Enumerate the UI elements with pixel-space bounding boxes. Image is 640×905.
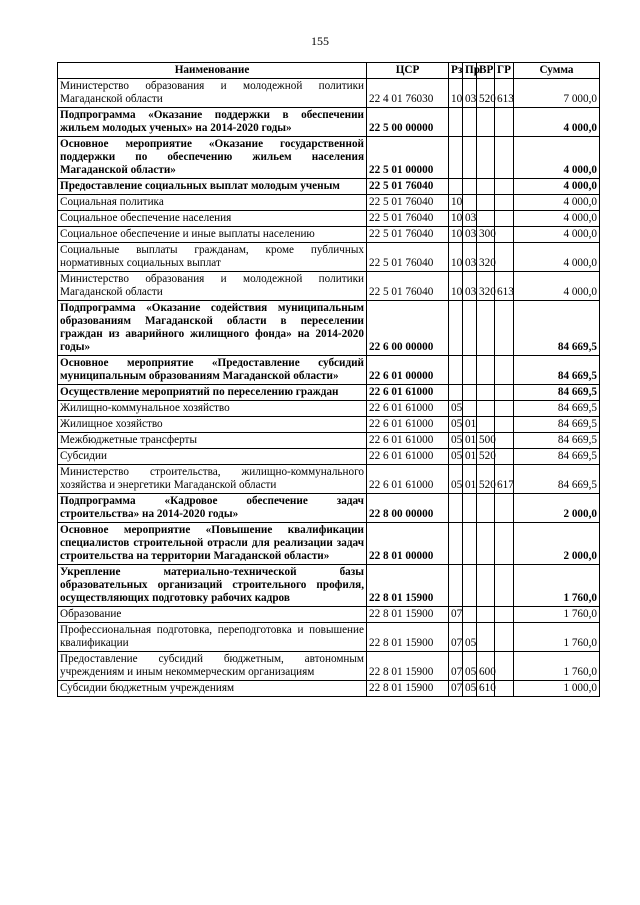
cell-sum: 84 669,5 [514,301,600,356]
cell-pr [463,108,477,137]
cell-csr: 22 8 00 00000 [367,494,449,523]
cell-csr: 22 5 01 76040 [367,195,449,211]
cell-gr [495,494,514,523]
cell-sum: 1 760,0 [514,565,600,607]
table-row [58,356,600,385]
cell-sum: 4 000,0 [514,272,600,301]
cell-vr [477,356,495,385]
cell-csr: 22 8 01 15900 [367,623,449,652]
cell-csr: 22 5 00 00000 [367,108,449,137]
table-row [58,211,600,227]
cell-pr [463,195,477,211]
cell-sum: 84 669,5 [514,449,600,465]
table-row [58,385,600,401]
cell-rz: 07 [449,607,463,623]
cell-gr [495,417,514,433]
cell-sum: 7 000,0 [514,79,600,108]
cell-vr [477,417,495,433]
cell-name: Социальное обеспечение и иные выплаты населению [58,227,367,243]
cell-gr [495,433,514,449]
table-row [58,137,600,179]
cell-gr [495,137,514,179]
cell-sum: 1 000,0 [514,681,600,697]
cell-sum: 2 000,0 [514,523,600,565]
cell-vr [477,623,495,652]
cell-rz: 07 [449,681,463,697]
cell-sum: 84 669,5 [514,385,600,401]
cell-rz [449,137,463,179]
cell-rz: 05 [449,449,463,465]
budget-table [57,62,600,697]
cell-vr [477,494,495,523]
cell-csr: 22 4 01 76030 [367,79,449,108]
cell-rz: 07 [449,652,463,681]
cell-csr: 22 6 01 61000 [367,417,449,433]
cell-pr: 03 [463,79,477,108]
cell-csr: 22 6 01 00000 [367,356,449,385]
table-row [58,523,600,565]
cell-csr: 22 8 01 15900 [367,652,449,681]
table-row [58,401,600,417]
cell-name: Жилищно-коммунальное хозяйство [58,401,367,417]
cell-csr: 22 5 01 76040 [367,179,449,195]
page-number: 155 [311,34,329,48]
cell-name: Подпрограмма «Оказание поддержки в обеспечении жильем молодых ученых» на 2014-2020 годы» [58,108,367,137]
header-vr: ВР [477,63,495,79]
cell-rz: 05 [449,433,463,449]
cell-gr [495,523,514,565]
cell-rz [449,179,463,195]
cell-rz: 10 [449,211,463,227]
cell-gr: 613 [495,272,514,301]
cell-vr [477,211,495,227]
header-name: Наименование [58,63,367,79]
cell-sum: 2 000,0 [514,494,600,523]
cell-pr: 05 [463,652,477,681]
cell-name: Социальное обеспечение населения [58,211,367,227]
cell-csr: 22 5 01 76040 [367,243,449,272]
cell-vr [477,137,495,179]
table-row [58,195,600,211]
table-row [58,179,600,195]
cell-rz: 10 [449,79,463,108]
cell-vr: 300 [477,227,495,243]
table-row [58,79,600,108]
cell-sum: 4 000,0 [514,243,600,272]
cell-rz: 07 [449,623,463,652]
cell-vr [477,301,495,356]
table-row [58,449,600,465]
cell-vr: 520 [477,465,495,494]
cell-rz: 05 [449,417,463,433]
cell-pr: 03 [463,211,477,227]
cell-vr: 520 [477,449,495,465]
cell-pr: 01 [463,417,477,433]
cell-rz [449,356,463,385]
cell-name: Предоставление субсидий бюджетным, автономным учреждениям и иным некоммерческим организациям [58,652,367,681]
cell-vr: 320 [477,243,495,272]
cell-gr [495,301,514,356]
cell-csr: 22 6 01 61000 [367,465,449,494]
cell-name: Жилищное хозяйство [58,417,367,433]
cell-pr: 03 [463,272,477,301]
cell-pr: 03 [463,227,477,243]
cell-pr [463,356,477,385]
cell-vr: 320 [477,272,495,301]
cell-pr [463,494,477,523]
cell-gr [495,449,514,465]
cell-csr: 22 5 01 76040 [367,227,449,243]
header-pr: Пр [463,63,477,79]
cell-gr [495,623,514,652]
cell-rz: 05 [449,401,463,417]
cell-gr [495,227,514,243]
cell-pr: 01 [463,433,477,449]
cell-name: Укрепление материально-технической базы образовательных организаций строительного профиля, осуществляющих подготовку рабочих кадров [58,565,367,607]
cell-pr [463,565,477,607]
cell-name: Министерство образования и молодежной политики Магаданской области [58,79,367,108]
cell-pr: 01 [463,465,477,494]
cell-name: Межбюджетные трансферты [58,433,367,449]
cell-csr: 22 6 00 00000 [367,301,449,356]
table-row [58,623,600,652]
header-sum: Сумма [514,63,600,79]
cell-vr [477,607,495,623]
table-row [58,272,600,301]
table-row [58,417,600,433]
cell-sum: 84 669,5 [514,356,600,385]
cell-pr: 03 [463,243,477,272]
table-row [58,433,600,449]
cell-gr [495,179,514,195]
cell-name: Субсидии [58,449,367,465]
cell-name: Основное мероприятие «Предоставление субсидий муниципальным образованиям Магаданской области» [58,356,367,385]
table-row [58,494,600,523]
cell-rz [449,494,463,523]
cell-pr [463,607,477,623]
cell-pr [463,401,477,417]
cell-rz [449,385,463,401]
cell-sum: 84 669,5 [514,401,600,417]
cell-vr: 520 [477,79,495,108]
cell-gr [495,211,514,227]
cell-vr [477,179,495,195]
table-row [58,607,600,623]
cell-rz [449,523,463,565]
cell-vr [477,385,495,401]
cell-gr [495,195,514,211]
cell-rz: 05 [449,465,463,494]
cell-name: Профессиональная подготовка, переподготовка и повышение квалификации [58,623,367,652]
cell-gr [495,385,514,401]
cell-gr [495,401,514,417]
cell-csr: 22 8 01 15900 [367,565,449,607]
cell-rz: 10 [449,243,463,272]
cell-vr: 600 [477,652,495,681]
table-row [58,227,600,243]
cell-gr [495,607,514,623]
cell-csr: 22 5 01 76040 [367,272,449,301]
cell-vr: 500 [477,433,495,449]
table-row [58,108,600,137]
cell-vr [477,401,495,417]
header-gr: ГР [495,63,514,79]
cell-rz: 10 [449,195,463,211]
cell-pr [463,179,477,195]
cell-sum: 1 760,0 [514,652,600,681]
cell-vr [477,108,495,137]
table-row [58,243,600,272]
cell-csr: 22 6 01 61000 [367,401,449,417]
cell-rz [449,565,463,607]
cell-name: Социальные выплаты гражданам, кроме публичных нормативных социальных выплат [58,243,367,272]
cell-rz [449,108,463,137]
cell-vr: 610 [477,681,495,697]
cell-pr [463,137,477,179]
cell-csr: 22 6 01 61000 [367,385,449,401]
cell-sum: 1 760,0 [514,623,600,652]
cell-pr: 05 [463,681,477,697]
cell-gr [495,243,514,272]
cell-vr [477,523,495,565]
cell-sum: 4 000,0 [514,227,600,243]
table-row [58,301,600,356]
header-rz: Рз [449,63,463,79]
cell-name: Подпрограмма «Кадровое обеспечение задач строительства» на 2014-2020 годы» [58,494,367,523]
cell-pr: 01 [463,449,477,465]
table-row [58,652,600,681]
cell-sum: 84 669,5 [514,417,600,433]
cell-csr: 22 6 01 61000 [367,449,449,465]
header-csr: ЦСР [367,63,449,79]
cell-sum: 4 000,0 [514,179,600,195]
cell-pr: 05 [463,623,477,652]
cell-sum: 4 000,0 [514,137,600,179]
cell-gr [495,565,514,607]
cell-pr [463,523,477,565]
cell-sum: 4 000,0 [514,211,600,227]
cell-gr [495,108,514,137]
cell-gr: 617 [495,465,514,494]
cell-gr [495,356,514,385]
cell-csr: 22 8 01 00000 [367,523,449,565]
cell-pr [463,301,477,356]
cell-rz: 10 [449,227,463,243]
cell-csr: 22 5 01 76040 [367,211,449,227]
table-row [58,565,600,607]
cell-sum: 4 000,0 [514,195,600,211]
cell-csr: 22 8 01 15900 [367,607,449,623]
cell-name: Осуществление мероприятий по переселению граждан [58,385,367,401]
cell-name: Министерство образования и молодежной политики Магаданской области [58,272,367,301]
cell-sum: 84 669,5 [514,433,600,449]
cell-gr: 613 [495,79,514,108]
cell-rz: 10 [449,272,463,301]
cell-name: Основное мероприятие «Повышение квалификации специалистов строительной отрасли для реализации задач строительства на территории Магаданской области» [58,523,367,565]
cell-name: Министерство строительства, жилищно-коммунального хозяйства и энергетики Магаданской области [58,465,367,494]
table-row [58,465,600,494]
cell-name: Образование [58,607,367,623]
cell-name: Основное мероприятие «Оказание государственной поддержки по обеспечению жильем населения Магаданской области» [58,137,367,179]
table-row [58,681,600,697]
cell-rz [449,301,463,356]
cell-vr [477,565,495,607]
cell-sum: 4 000,0 [514,108,600,137]
cell-csr: 22 5 01 00000 [367,137,449,179]
cell-vr [477,195,495,211]
cell-name: Предоставление социальных выплат молодым ученым [58,179,367,195]
table-body [58,79,600,697]
table-header-row [58,63,600,79]
cell-csr: 22 8 01 15900 [367,681,449,697]
cell-name: Подпрограмма «Оказание содействия муниципальным образованиям Магаданской области в переселении граждан из аварийного жилищного фонда» на 2014-2020 годы» [58,301,367,356]
cell-gr [495,681,514,697]
cell-name: Субсидии бюджетным учреждениям [58,681,367,697]
cell-name: Социальная политика [58,195,367,211]
cell-csr: 22 6 01 61000 [367,433,449,449]
cell-sum: 84 669,5 [514,465,600,494]
cell-pr [463,385,477,401]
cell-gr [495,652,514,681]
cell-sum: 1 760,0 [514,607,600,623]
